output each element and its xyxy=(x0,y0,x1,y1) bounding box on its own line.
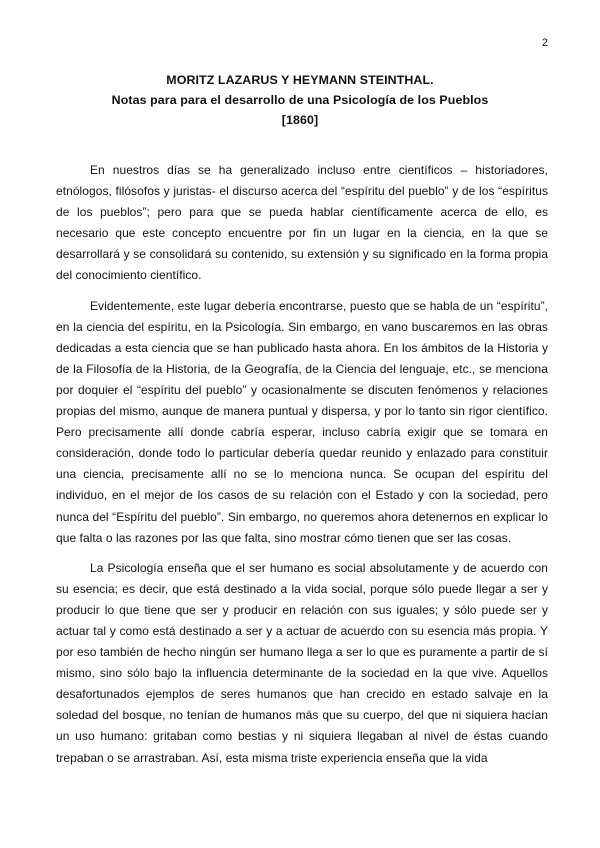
document-header xyxy=(56,70,544,130)
page-number: 2 xyxy=(541,37,548,49)
document-year: [1860] xyxy=(281,113,319,127)
paragraph-2: Evidentemente, este lugar debería encontrarse, puesto que se habla de un “espíritu”, en la ciencia del espíritu, en la Psicología. Sin embargo, en vano buscaremos en las obras dedicadas a esta ciencia que se han publicado hasta ahora. En los ámbitos de la Historia y de la Filosofía de la Historia, de la Geografía, de la Ciencia del lenguaje, etc., se menciona por doquier el “espíritu del pueblo” y ocasionalmente se discuten fenómenos y relaciones propias del mismo, aunque de manera puntual y dispersa, y por lo tanto sin rigor científico. Pero precisamente allí donde cabría esperar, incluso cabría exigir que se tomara en consideración, donde todo lo particular debería quedar reunido y enlazado para constituir una ciencia, precisamente allí no se lo menciona nunca. Se ocupan del espíritu del individuo, en el mejor de los casos de su relación con el Estado y con la sociedad, pero nunca del “Espíritu del pueblo”. Sin embargo, no queremos ahora detenernos en explicar lo que falta o las razones por las que falta, sino mostrar cómo tienen que ser las cosas. xyxy=(56,298,548,545)
document-title: Notas para para el desarrollo de una Psicología de los Pueblos xyxy=(111,93,489,107)
authors-heading: MORITZ LAZARUS Y HEYMANN STEINTHAL. xyxy=(166,73,434,87)
paragraph-1: En nuestros días se ha generalizado incluso entre científicos – historiadores, etnólogos, filósofos y juristas- el discurso acerca del “espíritu del pueblo” y de los “espíritus de los pueblos”; pero para que se pueda hablar científicamente acerca de ello, es necesario que este concepto encuentre por fin un lugar en la ciencia, en la que se desarrollará y se consolidará su contenido, su extensión y su significado en la forma propia del conocimiento científico. xyxy=(56,163,548,283)
body-text xyxy=(56,160,548,778)
paragraph-3: La Psicología enseña que el ser humano es social absolutamente y de acuerdo con su esencia; es decir, que está destinado a la vida social, porque sólo puede llegar a ser y producir lo que tiene que ser y producir en relación con sus iguales; y sólo puede ser y actuar tal y como está destinado a ser y a actuar de acuerdo con su esencia más propia. Y por eso también de hecho ningún ser humano llega a ser lo que es puramente a partir de sí mismo, sino sólo bajo la influencia determinante de la sociedad en la que vive. Aquellos desafortunados ejemplos de seres humanos que han crecido en estado salvaje en la soledad del bosque, no tenían de humanos más que su cuerpo, del que ni siquiera hacían un uso humano: gritaban como bestias y ni siquiera llegaban al nivel de éstas cuando trepaban o se arrastraban. Así, esta misma triste experiencia enseña que la vida xyxy=(56,560,548,765)
